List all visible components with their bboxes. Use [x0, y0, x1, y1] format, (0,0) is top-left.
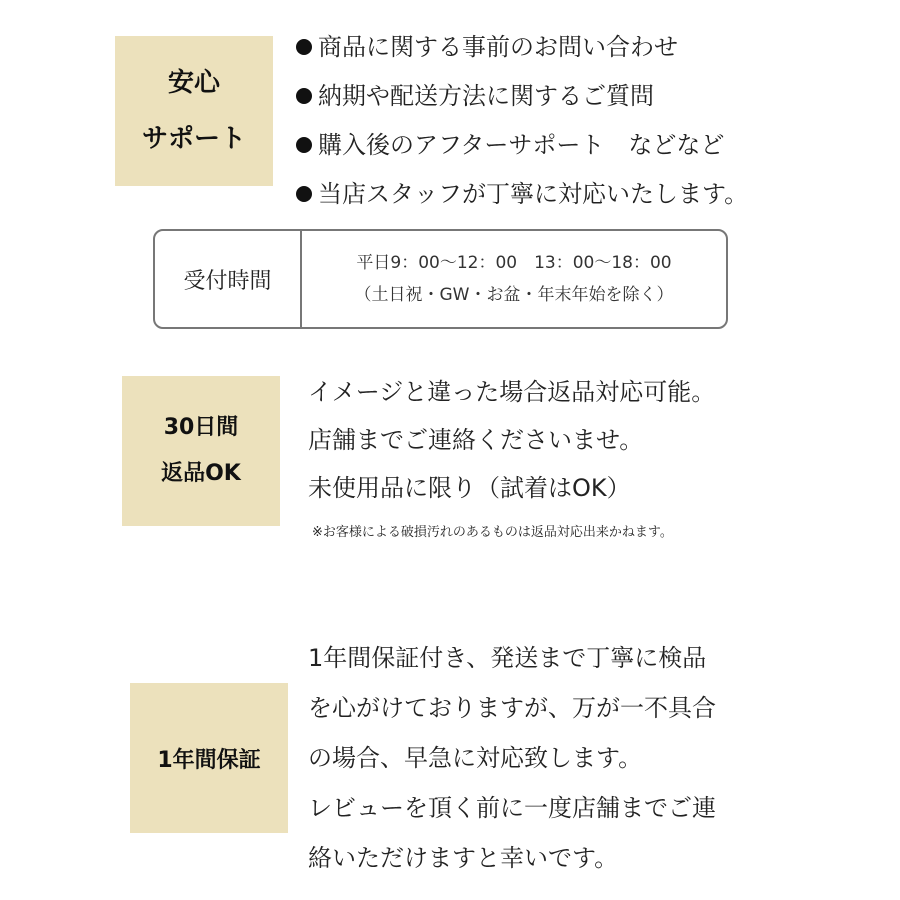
warranty-line: を心がけておりますが、万が一不具合 [308, 694, 716, 722]
support-badge-line-2: サポート [141, 124, 246, 154]
returns-line: 未使用品に限り（試着はOK） [308, 474, 631, 502]
list-item [296, 120, 748, 169]
business-hours-details [302, 231, 726, 327]
business-hours-exceptions: （土日祝・GW・お盆・年末年始を除く） [354, 285, 674, 305]
returns-footnote: ※お客様による破損汚れのあるものは返品対応出来かねます。 [312, 525, 673, 540]
warranty-line: レビューを頂く前に一度店舗までご連 [308, 794, 716, 822]
warranty-text [308, 640, 716, 890]
returns-line: 店舗までご連絡くださいませ。 [308, 426, 644, 454]
support-badge-line-1: 安心 [167, 68, 220, 98]
warranty-line: の場合、早急に対応致します。 [308, 744, 643, 772]
returns-line: イメージと違った場合返品対応可能。 [308, 378, 716, 406]
returns-badge [122, 376, 280, 526]
bullet-text: 購入後のアフターサポート などなど [318, 130, 725, 159]
bullet-text: 納期や配送方法に関するご質問 [318, 81, 654, 110]
returns-badge-line-2: 返品OK [161, 461, 241, 486]
bullet-text: 当店スタッフが丁寧に対応いたします。 [318, 179, 749, 208]
bullet-text: 商品に関する事前のお問い合わせ [318, 32, 678, 61]
bullet-icon [296, 88, 312, 104]
support-badge [115, 36, 273, 186]
bullet-icon [296, 186, 312, 202]
bullet-icon [296, 39, 312, 55]
support-bullet-list [296, 22, 748, 218]
warranty-line: 1年間保証付き、発送まで丁寧に検品 [308, 644, 707, 672]
warranty-line: 絡いただけますと幸いです。 [308, 844, 619, 872]
business-hours-time: 平日9：00～12：00 13：00～18：00 [356, 253, 672, 273]
business-hours-box [153, 229, 728, 329]
business-hours-label: 受付時間 [155, 231, 302, 327]
returns-text [308, 374, 715, 518]
list-item [296, 169, 748, 218]
warranty-badge-label: 1年間保証 [157, 747, 261, 773]
returns-badge-line-1: 30日間 [163, 415, 239, 440]
warranty-badge [130, 683, 288, 833]
list-item [296, 71, 748, 120]
bullet-icon [296, 137, 312, 153]
list-item [296, 22, 748, 71]
